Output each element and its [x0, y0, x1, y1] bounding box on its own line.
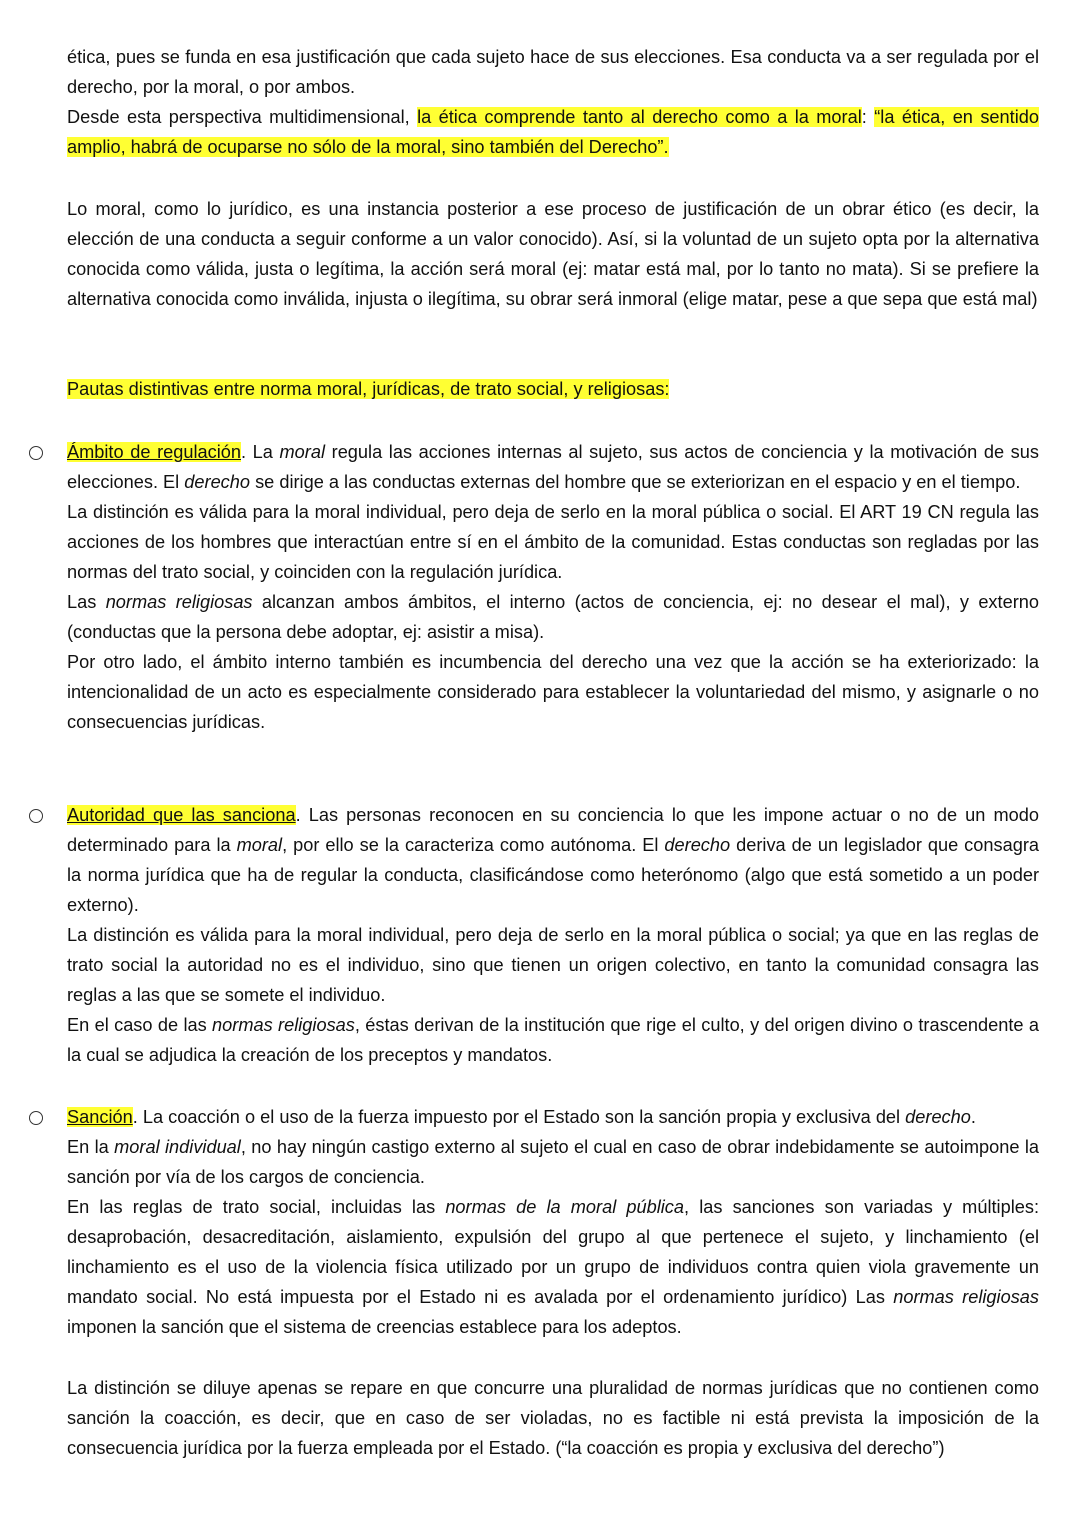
italic-normas-religiosas: normas religiosas	[212, 1015, 355, 1035]
text-run: En las reglas de trato social, incluidas las	[67, 1197, 446, 1217]
bullet-icon	[29, 446, 43, 460]
intro-colon: :	[861, 107, 875, 127]
autoridad-section	[67, 800, 1039, 1070]
italic-moral-individual: moral individual	[114, 1137, 241, 1157]
ambito-paragraph-3	[67, 587, 1039, 647]
text-run: Las	[67, 592, 106, 612]
text-run: , éstas derivan de la institución que rige el culto, y del origen divino o trascendente a la cual se adjudica la creación de los preceptos y mandatos.	[67, 1015, 1039, 1065]
italic-normas-religiosas: normas religiosas	[105, 592, 253, 612]
autoridad-paragraph-2: La distinción es válida para la moral individual, pero deja de serlo en la moral pública o social; ya que en las reglas de trato social la autoridad no es el individuo, sino que tienen un origen colectivo, en tanto la comunidad consagra las reglas a las que se somete el individuo.	[67, 925, 1039, 1005]
bullet-icon	[29, 1111, 43, 1125]
italic-moral: moral	[236, 835, 283, 855]
italic-moral-publica: normas de la moral pública	[445, 1197, 684, 1217]
intro-text: Desde esta perspectiva multidimensional,	[67, 107, 418, 127]
highlight-quote: “la ética, en sentido amplio, habrá de ocuparse no sólo de la moral, sino también del Derecho”.	[67, 107, 1039, 157]
text-run: deriva de un legislador que consagra la norma jurídica que ha de regular la conducta, clasificándose como heterónomo (algo que está sometido a un poder externo).	[67, 835, 1039, 915]
italic-derecho: derecho	[184, 472, 251, 492]
text-run: . La coacción o el uso de la fuerza impuesto por el Estado son la sanción propia y exclusiva del	[132, 1107, 906, 1127]
ambito-title: Ámbito de regulación	[67, 442, 241, 462]
autoridad-paragraph-3	[67, 1010, 1039, 1070]
text-run: En la	[67, 1137, 115, 1157]
italic-derecho: derecho	[664, 835, 731, 855]
text-run: imponen la sanción que el sistema de creencias establece para los adeptos.	[67, 1317, 682, 1337]
text-run: , no hay ningún castigo externo al sujeto el cual en caso de obrar indebidamente se autoimpone la sanción por vía de los cargos de conciencia.	[67, 1137, 1039, 1187]
highlight-etica: la ética comprende tanto al derecho como a la moral	[417, 107, 862, 127]
text-run: se dirige a las conductas externas del hombre que se exteriorizan en el espacio y en el tiempo.	[250, 472, 1021, 492]
autoridad-paragraph-1	[67, 800, 1039, 920]
sancion-paragraph-3	[67, 1192, 1039, 1342]
italic-derecho: derecho	[905, 1107, 971, 1127]
italic-moral: moral	[279, 442, 326, 462]
autoridad-title: Autoridad que las sanciona	[67, 805, 296, 825]
bullet-icon	[29, 809, 43, 823]
sancion-section	[67, 1102, 1039, 1342]
sancion-title: Sanción	[67, 1107, 133, 1127]
text-run: . La	[241, 442, 280, 462]
closing-paragraph: La distinción se diluye apenas se repare en que concurre una pluralidad de normas jurídicas que no contienen como sanción la coacción, es decir, que en caso de ser violadas, no es factible ni está prevista la imposición de la consecuencia jurídica por la fuerza empleada por el Estado. (“la coacción es propia y exclusiva del derecho”)	[67, 1378, 1039, 1458]
pautas-heading	[67, 374, 1039, 404]
text-run: regula las acciones internas al sujeto, sus actos de conciencia y la motivación de sus elecciones. El	[67, 442, 1039, 492]
moral-paragraph: Lo moral, como lo jurídico, es una instancia posterior a ese proceso de justificación de un obrar ético (es decir, la elección de una conducta a seguir conforme a un valor conocido). Así, si la voluntad de un sujeto opta por la alternativa conocida como válida, justa o legítima, la acción será moral (ej: matar está mal, por lo tanto no mata). Si se prefiere la alternativa conocida como inválida, injusta o ilegítima, su obrar será inmoral (elige matar, pese a que sepa que está mal)	[67, 199, 1039, 309]
text-run: alcanzan ambos ámbitos, el interno (actos de conciencia, ej: no desear el mal), y externo (conductas que la persona debe adoptar, ej: asistir a misa).	[67, 592, 1039, 642]
ambito-paragraph-2: La distinción es válida para la moral individual, pero deja de serlo en la moral pública o social. El ART 19 CN regula las acciones de los hombres que interactúan entre sí en el ámbito de la comunidad. Estas conductas son regladas por las normas del trato social, y coinciden con la regulación jurídica.	[67, 502, 1039, 582]
pautas-heading-highlight: Pautas distintivas entre norma moral, jurídicas, de trato social, y religiosas:	[67, 379, 670, 399]
sancion-paragraph-1	[67, 1102, 1039, 1132]
text-run: En el caso de las	[67, 1015, 213, 1035]
ambito-section	[67, 437, 1039, 737]
intro-paragraph-2	[67, 102, 1039, 162]
text-run: , por ello se la caracteriza como autónoma. El	[282, 835, 665, 855]
text-run: , las sanciones son variadas y múltiples: desaprobación, desacreditación, aislamiento, expulsión del grupo al que pertenece el sujeto, y linchamiento (el linchamiento es el uso de la violencia física utilizado por un grupo de individuos contra quien viola gravemente un mandato social. No está impuesta por el Estado ni es avalada por el ordenamiento jurídico) Las	[67, 1197, 1039, 1307]
sancion-paragraph-2	[67, 1132, 1039, 1192]
ambito-paragraph-4: Por otro lado, el ámbito interno también es incumbencia del derecho una vez que la acción se ha exteriorizado: la intencionalidad de un acto es especialmente considerado para establecer la voluntariedad del mismo, y asignarle o no consecuencias jurídicas.	[67, 652, 1039, 732]
text-run: . Las personas reconocen en su conciencia lo que les impone actuar o no de un modo determinado para la	[67, 805, 1040, 855]
text-run: .	[970, 1107, 976, 1127]
intro-paragraph-1: ética, pues se funda en esa justificación que cada sujeto hace de sus elecciones. Esa conducta va a ser regulada por el derecho, por la moral, o por ambos.	[67, 47, 1039, 97]
italic-normas-religiosas: normas religiosas	[893, 1287, 1039, 1307]
intro-section	[67, 42, 1039, 162]
ambito-paragraph-1	[67, 437, 1039, 497]
